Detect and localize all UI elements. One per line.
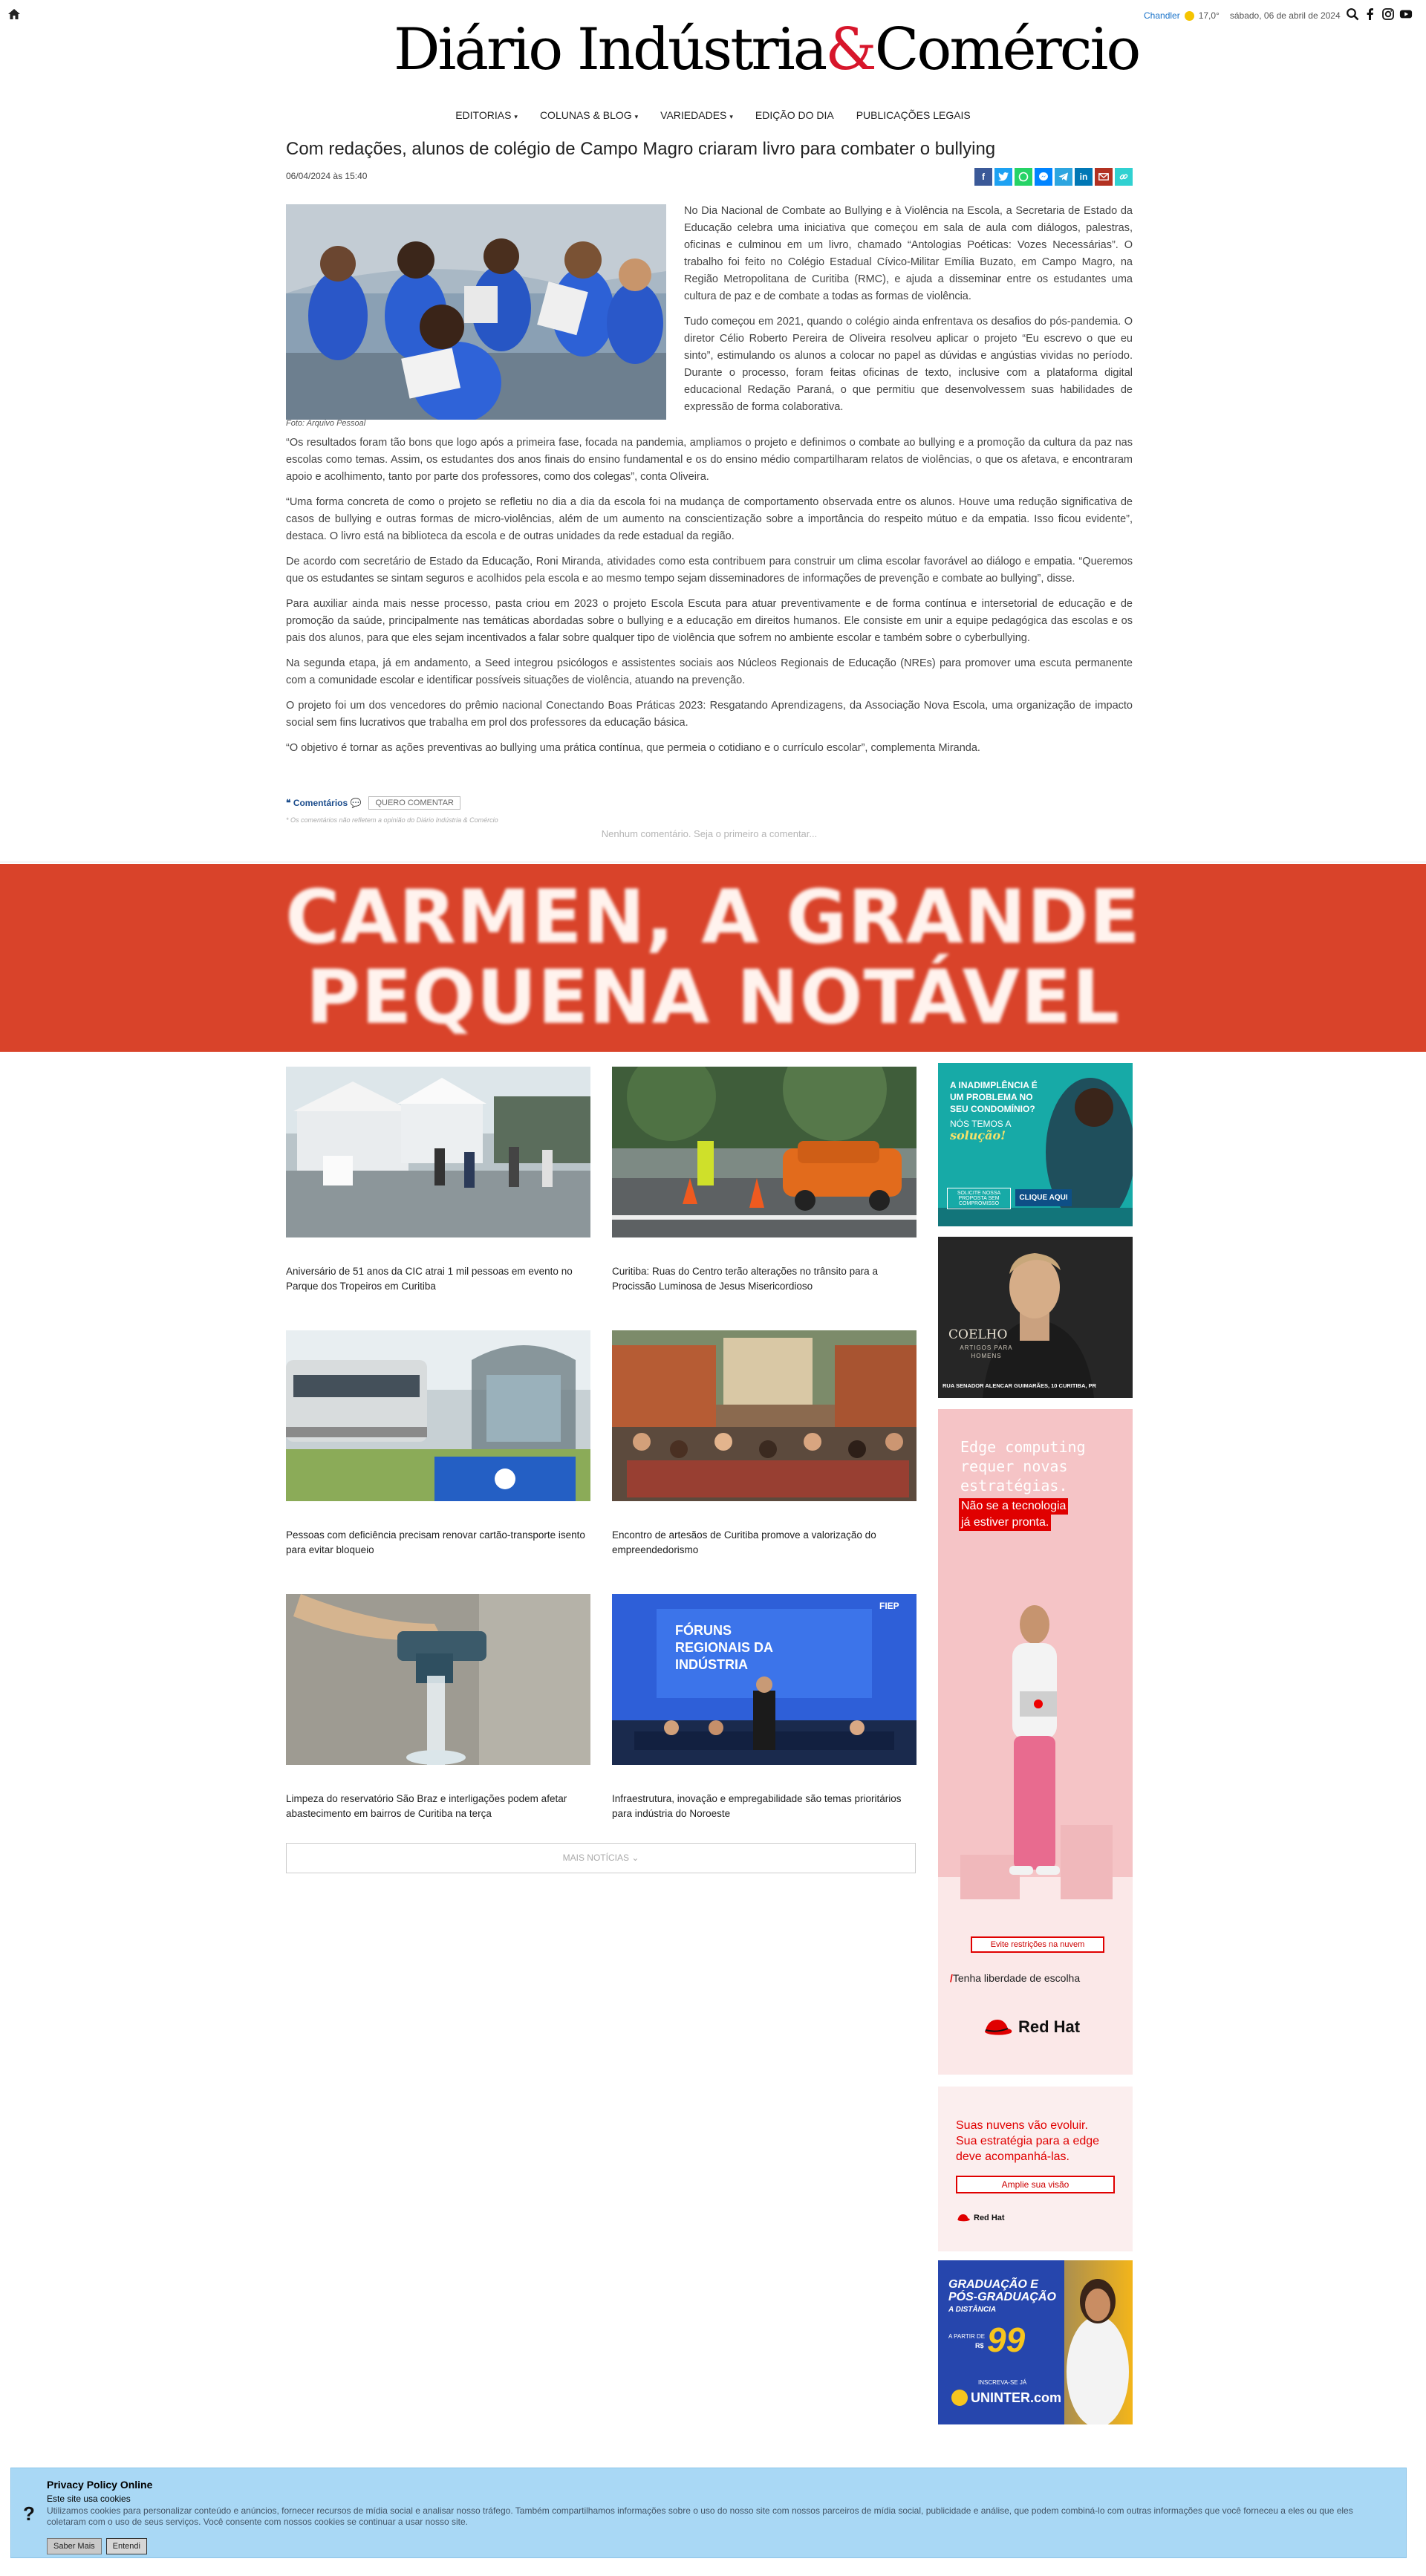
news-title[interactable]: Curitiba: Ruas do Centro terão alterações no trânsito para a Procissão Luminosa de Jesus Misericordioso (612, 1266, 878, 1292)
nav-edicao-do-dia[interactable] (755, 106, 834, 124)
accept-cookies-button[interactable]: Entendi (106, 2538, 147, 2554)
ad-line: Suas nuvens vão evoluir. (956, 2119, 1088, 2132)
paragraph: “Uma forma concreta de como o projeto se refletiu no dia a dia da escola foi na mudança de comportamento observada entre os alunos. Houve uma redução significativa de casos de bullying e outras formas de micro-violências, além de um aumento na conscientização sobre a importância do respeito mútuo e da empatia. Isso ficou evidente”, destaca. O livro está na biblioteca da escola e de outras unidades da rede estadual da região. (286, 496, 1133, 542)
instagram-icon[interactable] (1381, 7, 1395, 21)
logo-text-part2: Comércio (874, 16, 1139, 83)
cookie-consent-bar (10, 2468, 1407, 2558)
home-icon[interactable] (7, 7, 21, 21)
redhat-icon (981, 2017, 1014, 2037)
share-linkedin-icon[interactable]: in (1075, 168, 1093, 186)
weather-widget (1144, 10, 1341, 21)
ad-text (950, 1079, 1038, 1142)
svg-text:FIEP: FIEP (879, 1601, 899, 1611)
ad-line: requer novas (960, 1457, 1068, 1475)
paragraph: Para auxiliar ainda mais nesse processo, pasta criou em 2023 o projeto Escola Escuta para atuar preventivamente e de forma contínua e intersetorial de educação e de promoção da saúde, principalmente nas temáticas abordadas sobre o bullying e a educação em direitos humanos. Ele consiste em unir a equipe pedagógica das escolas e os pais dos alunos, para que eles sejam incentivados a falar sobre qualquer tipo de violência que sofrem no ambiente escolar e também sobre o cyberbullying. (286, 598, 1133, 644)
youtube-icon[interactable] (1399, 7, 1413, 21)
news-image[interactable] (612, 1594, 917, 1765)
ad-line: solução! (950, 1128, 1006, 1142)
svg-text:INDÚSTRIA: INDÚSTRIA (675, 1657, 748, 1672)
banner-line: CARMEN, A GRANDE (285, 874, 1141, 960)
news-title[interactable]: Pessoas com deficiência precisam renovar cartão-transporte isento para evitar bloqueio (286, 1529, 585, 1555)
redhat-brand: Red Hat (1018, 2017, 1081, 2036)
article-datetime: 06/04/2024 às 15:40 (286, 171, 368, 181)
ad-cta-button[interactable]: Evite restrições na nuvem (971, 1936, 1104, 1953)
ad-line: A DISTÂNCIA (948, 2306, 997, 2314)
paragraph: Tudo começou em 2021, quando o colégio ainda enfrentava os desafios do pós-pandemia. O diretor Célio Roberto Pereira de Oliveira resolveu aplicar o projeto “Eu escrevo o que eu sinto”, estimulando os alunos a colocar no papel as dúvidas e angústias vividas no período. Durante o processo, foram feitas oficinas de texto, inclusive com a plataforma digital educacional Redação Paraná, o que permitiu que desenvolvessem suas habilidades de expressão de forma colaborativa. (684, 316, 1133, 413)
sun-icon (1185, 11, 1194, 21)
main-navigation (0, 106, 1426, 124)
ad-headline (956, 2118, 1099, 2164)
ad-cta-button[interactable]: Amplie sua visão (956, 2176, 1115, 2193)
news-title[interactable]: Encontro de artesãos de Curitiba promove a valorização do empreendedorismo (612, 1529, 876, 1555)
more-news-button[interactable] (286, 1843, 916, 1873)
weather-temp: 17,0° (1198, 10, 1220, 21)
uninter-brand: UNINTER.com (971, 2390, 1062, 2405)
ad-price: 99 (987, 2320, 1026, 2359)
ad-line: Edge computing (960, 1438, 1086, 1456)
ad-brand: COELHO (948, 1327, 1008, 1342)
news-card[interactable] (612, 1594, 917, 1821)
paragraph: De acordo com secretário de Estado da Educação, Roni Miranda, atividades como esta contribuem para construir um clima escolar favorável ao diálogo e empatia. “Queremos que os estudantes se sintam seguros e acolhidos pela escola e ao mesmo tempo sejam disseminadores de informações de prevenção e combate ao bullying”, disse. (286, 556, 1133, 585)
ad-condominium[interactable] (938, 1063, 1133, 1226)
news-title[interactable]: Aniversário de 51 anos da CIC atrai 1 mil pessoas em evento no Parque dos Tropeiros em Curitiba (286, 1266, 573, 1292)
article (286, 137, 1133, 839)
news-image[interactable] (612, 1330, 917, 1501)
nav-label: COLUNAS & BLOG (539, 109, 632, 121)
ad-redhat-edge[interactable] (938, 1409, 1133, 2075)
nav-label: PUBLICAÇÕES LEGAIS (856, 109, 971, 121)
comments-bar (286, 796, 460, 810)
news-image[interactable] (286, 1067, 590, 1237)
redhat-logo (981, 2017, 1080, 2037)
paragraph: Na segunda etapa, já em andamento, a Seed integrou psicólogos e assistentes sociais aos Núcleos Regionais de Educação (NREs) para promover uma escuta permanente com a comunidade escolar e identificar possíveis situações de violência, atuando na prevenção. (286, 657, 1133, 686)
globe-icon (951, 2390, 968, 2406)
no-comments-message: Nenhum comentário. Seja o primeiro a comentar... (601, 828, 818, 839)
paragraph: O projeto foi um dos vencedores do prêmio nacional Conectando Boas Práticas 2023: Resgatando Aprendizagens, da Associação Nova Escola, uma organização de impacto social sem fins lucrativos que trabalha em prol dos professores da educação básica. (286, 700, 1133, 729)
ad-line: Sua estratégia para a edge (956, 2135, 1100, 2147)
news-image[interactable] (286, 1594, 590, 1765)
nav-colunas-blog[interactable] (540, 106, 638, 124)
paragraph: No Dia Nacional de Combate ao Bullying e à Violência na Escola, a Secretaria de Estado da Educação celebra uma iniciativa que começou em sala de aula com diálogos, palestras, oficinas e culminou em um livro, chamado “Antologias Poéticas: Vozes Necessárias”. O trabalho foi feito no Colégio Estadual Cívico-Militar Emília Buzato, em Campo Magro, na Região Metropolitana de Curitiba (RMC), e ajuda a disseminar entre os estudantes uma cultura de paz e de combate a todas as formas de violência. (684, 205, 1133, 302)
comment-button[interactable]: QUERO COMENTAR (368, 796, 460, 810)
nav-variedades[interactable] (660, 106, 733, 124)
news-title[interactable]: Limpeza do reservatório São Braz e interligações podem afetar abastecimento em bairros de Curitiba na terça (286, 1793, 567, 1819)
quote-icon: ❝ (286, 798, 291, 808)
ad-tagline (950, 1972, 1080, 1984)
chevron-down-icon: ▾ (634, 113, 639, 120)
ad-line: já estiver pronta. (959, 1515, 1051, 1531)
svg-text:REGIONAIS DA: REGIONAIS DA (675, 1640, 774, 1655)
cookie-subtitle: Este site usa cookies (47, 2494, 131, 2504)
photo-caption: Foto: Arquivo Pessoal (286, 419, 366, 428)
ad-line: Não se a tecnologia (959, 1498, 1068, 1515)
ad-line: deve acompanhá-las. (956, 2150, 1070, 2163)
ad-highlight (959, 1498, 1068, 1531)
svg-text:FÓRUNS: FÓRUNS (675, 1623, 732, 1638)
banner-headline (0, 874, 1426, 1041)
ad-enroll: INSCREVA-SE JÁ (978, 2379, 1027, 2386)
news-card[interactable] (286, 1594, 590, 1821)
current-date: sábado, 06 de abril de 2024 (1229, 10, 1341, 21)
news-card[interactable] (286, 1067, 590, 1294)
news-card[interactable] (612, 1330, 917, 1558)
share-bar (974, 168, 1133, 186)
chat-icon: 💬 (350, 798, 362, 808)
nav-label: EDIÇÃO DO DIA (755, 109, 834, 121)
news-card[interactable] (286, 1330, 590, 1558)
slash-icon: / (950, 1972, 953, 1984)
article-title: Com redações, alunos de colégio de Campo Magro criaram livro para combater o bullying (286, 139, 996, 159)
ad-coelho[interactable] (938, 1237, 1133, 1398)
ad-line: A INADIMPLÊNCIA É (950, 1080, 1038, 1090)
article-intro (684, 203, 1133, 424)
share-telegram-icon[interactable] (1055, 168, 1072, 186)
article-photo (286, 204, 666, 420)
ad-line: estratégias. (960, 1477, 1068, 1494)
article-body (286, 435, 1133, 765)
learn-more-button[interactable]: Saber Mais (47, 2538, 102, 2554)
nav-publicacoes-legais[interactable] (856, 106, 971, 124)
ad-price-from: A PARTIR DE (948, 2333, 986, 2340)
share-facebook-icon[interactable]: f (974, 168, 992, 186)
comments-label (286, 798, 361, 808)
search-icon[interactable] (1346, 7, 1359, 21)
ad-tagline-text: Tenha liberdade de escolha (952, 1972, 1081, 1984)
ad-redhat-cloud[interactable] (938, 2087, 1133, 2251)
header-icons (1346, 7, 1413, 21)
nav-label: VARIEDADES (660, 109, 727, 121)
ad-line: PÓS-GRADUAÇÃO (948, 2291, 1056, 2303)
ad-uninter[interactable] (938, 2260, 1133, 2424)
ad-subtitle: ARTIGOS PARA HOMENS (960, 1344, 1013, 1359)
banner-line: PEQUENA NOTÁVEL (305, 954, 1121, 1041)
news-image[interactable] (612, 1067, 917, 1237)
comments-disclaimer: * Os comentários não refletem a opinião do Diário Indústria & Comércio (286, 816, 498, 824)
nav-label: EDITORIAS (455, 109, 512, 121)
chevron-down-icon: ⌄ (631, 1853, 639, 1863)
news-card[interactable] (612, 1067, 917, 1294)
share-whatsapp-icon[interactable] (1015, 168, 1032, 186)
ad-address: RUA SENADOR ALENCAR GUIMARÃES, 10 CURITIBA, PR (942, 1382, 1096, 1389)
news-image[interactable] (286, 1330, 590, 1501)
share-email-icon[interactable] (1095, 168, 1113, 186)
ad-currency: R$ (975, 2342, 984, 2349)
ad-line: SEU CONDOMÍNIO? (950, 1104, 1035, 1114)
cookie-buttons (47, 2538, 147, 2554)
share-link-icon[interactable] (1115, 168, 1133, 186)
paragraph: “O objetivo é tornar as ações preventivas ao bullying uma prática contínua, que permeia o cotidiano e o currículo escolar”, complementa Miranda. (286, 742, 980, 754)
nav-editorias[interactable] (455, 106, 518, 124)
redhat-brand: Red Hat (974, 2213, 1005, 2222)
uninter-logo (951, 2390, 1061, 2406)
logo-text-part1: Diário Indústria (394, 16, 826, 83)
help-icon: ? (23, 2502, 35, 2525)
ad-headline (960, 1437, 1086, 1495)
chevron-down-icon: ▾ (729, 113, 733, 120)
share-twitter-icon[interactable] (994, 168, 1012, 186)
cookie-title: Privacy Policy Online (47, 2479, 153, 2491)
more-news-label: MAIS NOTÍCIAS (562, 1853, 629, 1863)
redhat-icon (956, 2213, 971, 2222)
ad-line: GRADUAÇÃO E (948, 2278, 1038, 2291)
ad-cta-button[interactable]: CLIQUE AQUI (1015, 1189, 1072, 1206)
promo-banner[interactable] (0, 864, 1426, 1052)
logo-ampersand: & (825, 16, 875, 83)
site-header (0, 0, 1426, 111)
weather-city[interactable]: Chandler (1144, 10, 1180, 21)
comments-label-text: Comentários (293, 798, 348, 808)
redhat-logo (956, 2213, 1005, 2222)
cookie-text: Utilizamos cookies para personalizar conteúdo e anúncios, fornecer recursos de mídia social e analisar nosso tráfego. Também compartilhamos informações sobre o uso do nosso site com nossos parceiros de mídia social, publicidade e análise, que podem combiná-lo com outras informações que você forneceu a eles ou que eles coletaram com o uso de seus serviços. Você consente com nossos cookies se continuar a usar nosso site. (47, 2505, 1353, 2527)
chevron-down-icon: ▾ (514, 113, 518, 120)
ad-line: UM PROBLEMA NO (950, 1092, 1033, 1102)
site-logo[interactable] (394, 16, 1139, 83)
paragraph: “Os resultados foram tão bons que logo após a primeira fase, focada na pandemia, ampliamos o projeto e definimos o combate ao bullying e a promoção da cultura da paz nas escolas como temas. Assim, os estudantes dos anos finais do ensino fundamental e os do ensino médio compartilharam relatos de violências, o que os afetava, e encontraram apoio e acolhimento, tanto por parte dos professores, como dos colegas”, conta Oliveira. (286, 437, 1133, 483)
share-messenger-icon[interactable] (1035, 168, 1052, 186)
ad-cta-left[interactable]: SOLICITE NOSSA PROPOSTA SEM COMPROMISSO (947, 1188, 1011, 1209)
ad-line: NÓS TEMOS A (950, 1119, 1012, 1129)
news-title[interactable]: Infraestrutura, inovação e empregabilidade são temas prioritários para indústria do Noroeste (612, 1793, 902, 1819)
facebook-icon[interactable] (1364, 7, 1377, 21)
ad-headline (948, 2278, 1056, 2316)
